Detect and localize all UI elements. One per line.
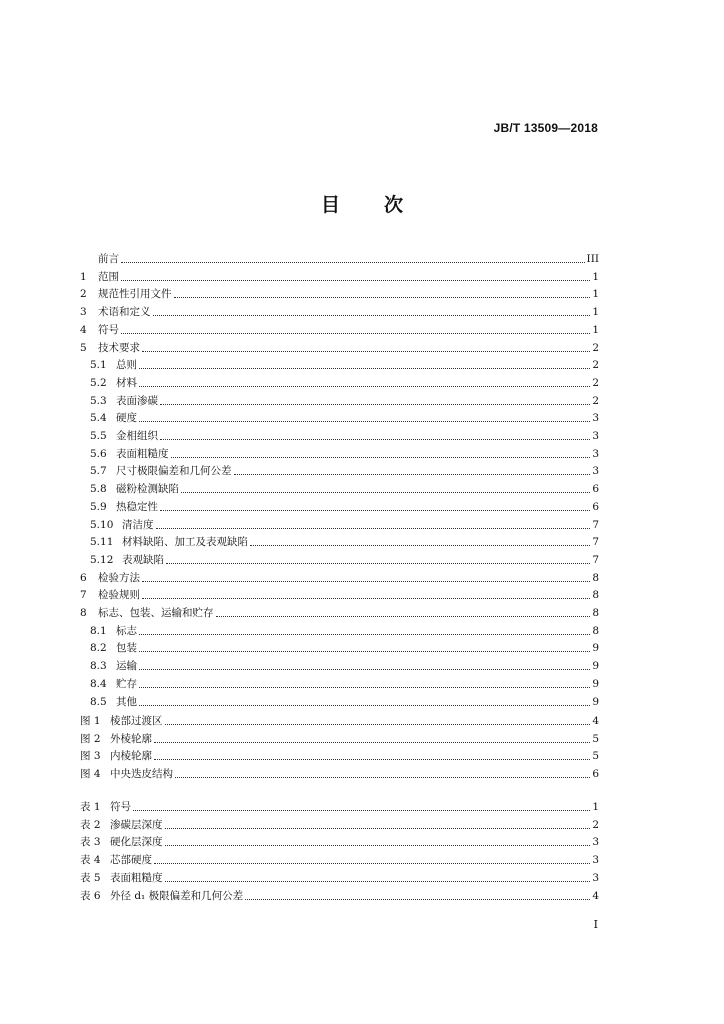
toc-entry[interactable] [80, 392, 599, 408]
entry-title: 内棱轮廓 [110, 750, 152, 763]
entry-number: 5.10 [90, 518, 114, 531]
toc-entry[interactable] [80, 356, 599, 372]
entry-page-number: 7 [592, 553, 599, 566]
toc-entry[interactable] [80, 569, 599, 585]
entry-number: 5 [80, 341, 87, 354]
entry-page-number: 8 [592, 571, 599, 584]
title-char-2: 次 [384, 194, 404, 216]
entry-title: 棱部过渡区 [110, 715, 163, 727]
entry-page-number: 4 [592, 889, 599, 902]
entry-page-number: 2 [592, 376, 599, 389]
toc-entry[interactable] [80, 285, 599, 301]
dot-leader [165, 845, 591, 846]
dot-leader [121, 280, 590, 281]
dot-leader [133, 810, 590, 811]
entry-number: 4 [80, 323, 87, 336]
toc-entry[interactable] [80, 462, 599, 478]
table-entry[interactable] [80, 816, 599, 832]
entry-number: 5.5 [90, 430, 107, 442]
entry-title: 标志 [116, 624, 137, 637]
dot-leader [234, 474, 591, 475]
entry-number: 表 3 [80, 836, 101, 849]
entry-number: 8.4 [90, 677, 107, 690]
entry-number: 5.2 [90, 376, 107, 389]
dot-leader [153, 315, 591, 316]
dot-leader [160, 404, 590, 405]
dot-leader [142, 351, 590, 352]
entry-number: 图 1 [80, 715, 101, 727]
toc-entry[interactable] [80, 427, 599, 443]
entry-number: 8.5 [90, 695, 107, 708]
entry-page-number: 2 [592, 394, 599, 407]
entry-title: 运输 [116, 660, 137, 673]
table-entry[interactable] [80, 833, 599, 849]
entry-number: 5.11 [90, 536, 114, 549]
toc-entry[interactable] [80, 533, 599, 549]
entry-title: 符号 [110, 801, 131, 813]
dot-leader [160, 510, 590, 511]
entry-title: 磁粉检测缺陷 [116, 483, 179, 496]
entry-number: 2 [80, 288, 87, 301]
dot-leader [216, 616, 591, 617]
entry-page-number: 3 [592, 447, 599, 460]
dot-leader [139, 687, 590, 688]
dot-leader [139, 368, 590, 369]
toc-entry[interactable] [80, 604, 599, 620]
entry-page-number: 7 [592, 518, 599, 531]
entry-page-number: 5 [592, 732, 599, 745]
entry-title: 中央迭皮结构 [110, 768, 173, 781]
entry-number: 3 [80, 306, 87, 319]
dot-leader [165, 881, 591, 882]
entry-page-number: 1 [592, 801, 599, 813]
entry-number: 图 4 [80, 768, 101, 781]
entry-page-number: 8 [592, 607, 599, 619]
entry-page-number: 2 [592, 818, 599, 831]
entry-title: 检验规则 [98, 589, 140, 602]
entry-page-number: 2 [592, 359, 599, 372]
dot-leader [139, 386, 590, 387]
toc-entry[interactable] [80, 409, 599, 425]
entry-number: 1 [80, 270, 87, 283]
entry-title: 表面渗碳 [116, 394, 158, 407]
toc-entry[interactable] [80, 303, 599, 319]
entry-title: 清洁度 [122, 518, 154, 531]
entry-title: 硬度 [116, 412, 137, 425]
entry-page-number: 6 [592, 500, 599, 513]
entry-title: 金相组织 [116, 430, 158, 442]
entry-page-number: 3 [592, 871, 599, 884]
entry-title: 硬化层深度 [110, 836, 163, 849]
entry-page-number: III [586, 253, 599, 265]
dot-leader [121, 262, 585, 263]
entry-title: 贮存 [116, 677, 137, 690]
entry-number: 表 1 [80, 801, 101, 813]
table-entry[interactable] [80, 887, 599, 903]
entry-title: 技术要求 [98, 341, 140, 354]
entry-title: 外棱轮廓 [110, 732, 152, 745]
entry-number: 图 2 [80, 732, 101, 745]
toc-entry[interactable] [80, 374, 599, 390]
toc-entry[interactable] [80, 622, 599, 638]
dot-leader [166, 563, 590, 564]
entry-title: 外径 d₁ 极限偏差和几何公差 [110, 889, 244, 902]
toc-entry[interactable] [80, 339, 599, 355]
dot-leader [174, 297, 591, 298]
entry-title: 表观缺陷 [122, 553, 164, 566]
dot-leader [165, 724, 591, 725]
dot-leader [121, 333, 590, 334]
entry-number: 图 3 [80, 750, 101, 763]
entry-number: 表 2 [80, 818, 101, 831]
toc-entry[interactable] [80, 250, 599, 266]
entry-page-number: 2 [592, 341, 599, 354]
toc-entry[interactable] [80, 551, 599, 567]
toc-entry[interactable] [80, 321, 599, 337]
entry-number: 5.3 [90, 394, 107, 407]
entry-number: 5.4 [90, 412, 107, 425]
toc-entry[interactable] [80, 586, 599, 602]
dot-leader [154, 742, 590, 743]
entry-page-number: 5 [592, 750, 599, 763]
table-entry[interactable] [80, 798, 599, 814]
entry-page-number: 9 [592, 660, 599, 673]
entry-title: 渗碳层深度 [110, 818, 163, 831]
entry-number: 表 6 [80, 889, 101, 902]
dot-leader [139, 421, 590, 422]
entry-title: 其他 [116, 695, 137, 708]
standard-code: JB/T 13509—2018 [493, 121, 598, 135]
entry-page-number: 1 [592, 288, 599, 301]
entry-number: 8.2 [90, 642, 107, 655]
entry-number: 5.9 [90, 500, 107, 513]
entry-page-number: 8 [592, 624, 599, 637]
dot-leader [245, 899, 590, 900]
entry-title: 规范性引用文件 [98, 288, 172, 301]
dot-leader [142, 598, 590, 599]
entry-page-number: 3 [592, 430, 599, 442]
toc-entry[interactable] [80, 268, 599, 284]
entry-number: 8 [80, 607, 87, 619]
entry-number: 5.7 [90, 465, 107, 478]
toc-entry[interactable] [80, 657, 599, 673]
entry-page-number: 6 [592, 768, 599, 781]
entry-title: 检验方法 [98, 571, 140, 584]
entry-page-number: 9 [592, 695, 599, 708]
toc-entry[interactable] [80, 639, 599, 655]
entry-page-number: 1 [592, 270, 599, 283]
dot-leader [250, 545, 590, 546]
dot-leader [160, 439, 590, 440]
entry-page-number: 8 [592, 589, 599, 602]
entry-title: 芯部硬度 [110, 854, 152, 867]
figure-entry[interactable] [80, 747, 599, 763]
dot-leader [156, 528, 591, 529]
entry-number: 表 4 [80, 854, 101, 867]
toc-entry[interactable] [80, 516, 599, 532]
table-entry[interactable] [80, 851, 599, 867]
entry-number: 5.12 [90, 553, 114, 566]
entry-page-number: 7 [592, 536, 599, 549]
entry-page-number: 6 [592, 483, 599, 496]
figure-entry[interactable] [80, 730, 599, 746]
entry-title: 材料缺陷、加工及表观缺陷 [122, 536, 248, 549]
entry-page-number: 1 [592, 323, 599, 336]
dot-leader [139, 705, 590, 706]
entry-title: 术语和定义 [98, 306, 151, 319]
entry-title: 符号 [98, 323, 119, 336]
toc-entry[interactable] [80, 480, 599, 496]
entry-number: 表 5 [80, 871, 101, 884]
dot-leader [181, 492, 590, 493]
toc-entry[interactable] [80, 693, 599, 709]
page-number: I [593, 918, 598, 931]
entry-number: 8.1 [90, 624, 107, 637]
entry-title: 热稳定性 [116, 500, 158, 513]
entry-title: 标志、包装、运输和贮存 [98, 607, 214, 619]
entry-title: 总则 [116, 359, 137, 372]
entry-page-number: 4 [592, 715, 599, 727]
entry-number: 5.6 [90, 447, 107, 460]
entry-page-number: 3 [592, 854, 599, 867]
dot-leader [154, 759, 590, 760]
entry-number: 5.1 [90, 359, 107, 372]
dot-leader [142, 581, 590, 582]
toc-entry[interactable] [80, 445, 599, 461]
dot-leader [139, 651, 590, 652]
dot-leader [139, 669, 590, 670]
entry-title: 包装 [116, 642, 137, 655]
entry-number: 6 [80, 571, 87, 584]
entry-page-number: 9 [592, 677, 599, 690]
dot-leader [154, 863, 590, 864]
entry-title: 前言 [98, 253, 119, 265]
entry-number: 5.8 [90, 483, 107, 496]
entry-page-number: 3 [592, 465, 599, 478]
table-entry[interactable] [80, 869, 599, 885]
figure-entry[interactable] [80, 712, 599, 728]
entry-title: 表面粗糙度 [116, 447, 169, 460]
toc-entry[interactable] [80, 498, 599, 514]
page-title [0, 190, 724, 217]
dot-leader [175, 777, 590, 778]
toc-entry[interactable] [80, 675, 599, 691]
entry-page-number: 3 [592, 412, 599, 425]
entry-number: 7 [80, 589, 87, 602]
entry-title: 范围 [98, 270, 119, 283]
entry-page-number: 1 [592, 306, 599, 319]
entry-page-number: 3 [592, 836, 599, 849]
entry-number: 8.3 [90, 660, 107, 673]
dot-leader [139, 634, 590, 635]
title-char-1: 目 [320, 194, 340, 216]
entry-title: 材料 [116, 376, 137, 389]
entry-page-number: 9 [592, 642, 599, 655]
entry-title: 尺寸极限偏差和几何公差 [116, 465, 232, 478]
entry-title: 表面粗糙度 [110, 871, 163, 884]
dot-leader [171, 457, 591, 458]
figure-entry[interactable] [80, 765, 599, 781]
dot-leader [165, 828, 591, 829]
